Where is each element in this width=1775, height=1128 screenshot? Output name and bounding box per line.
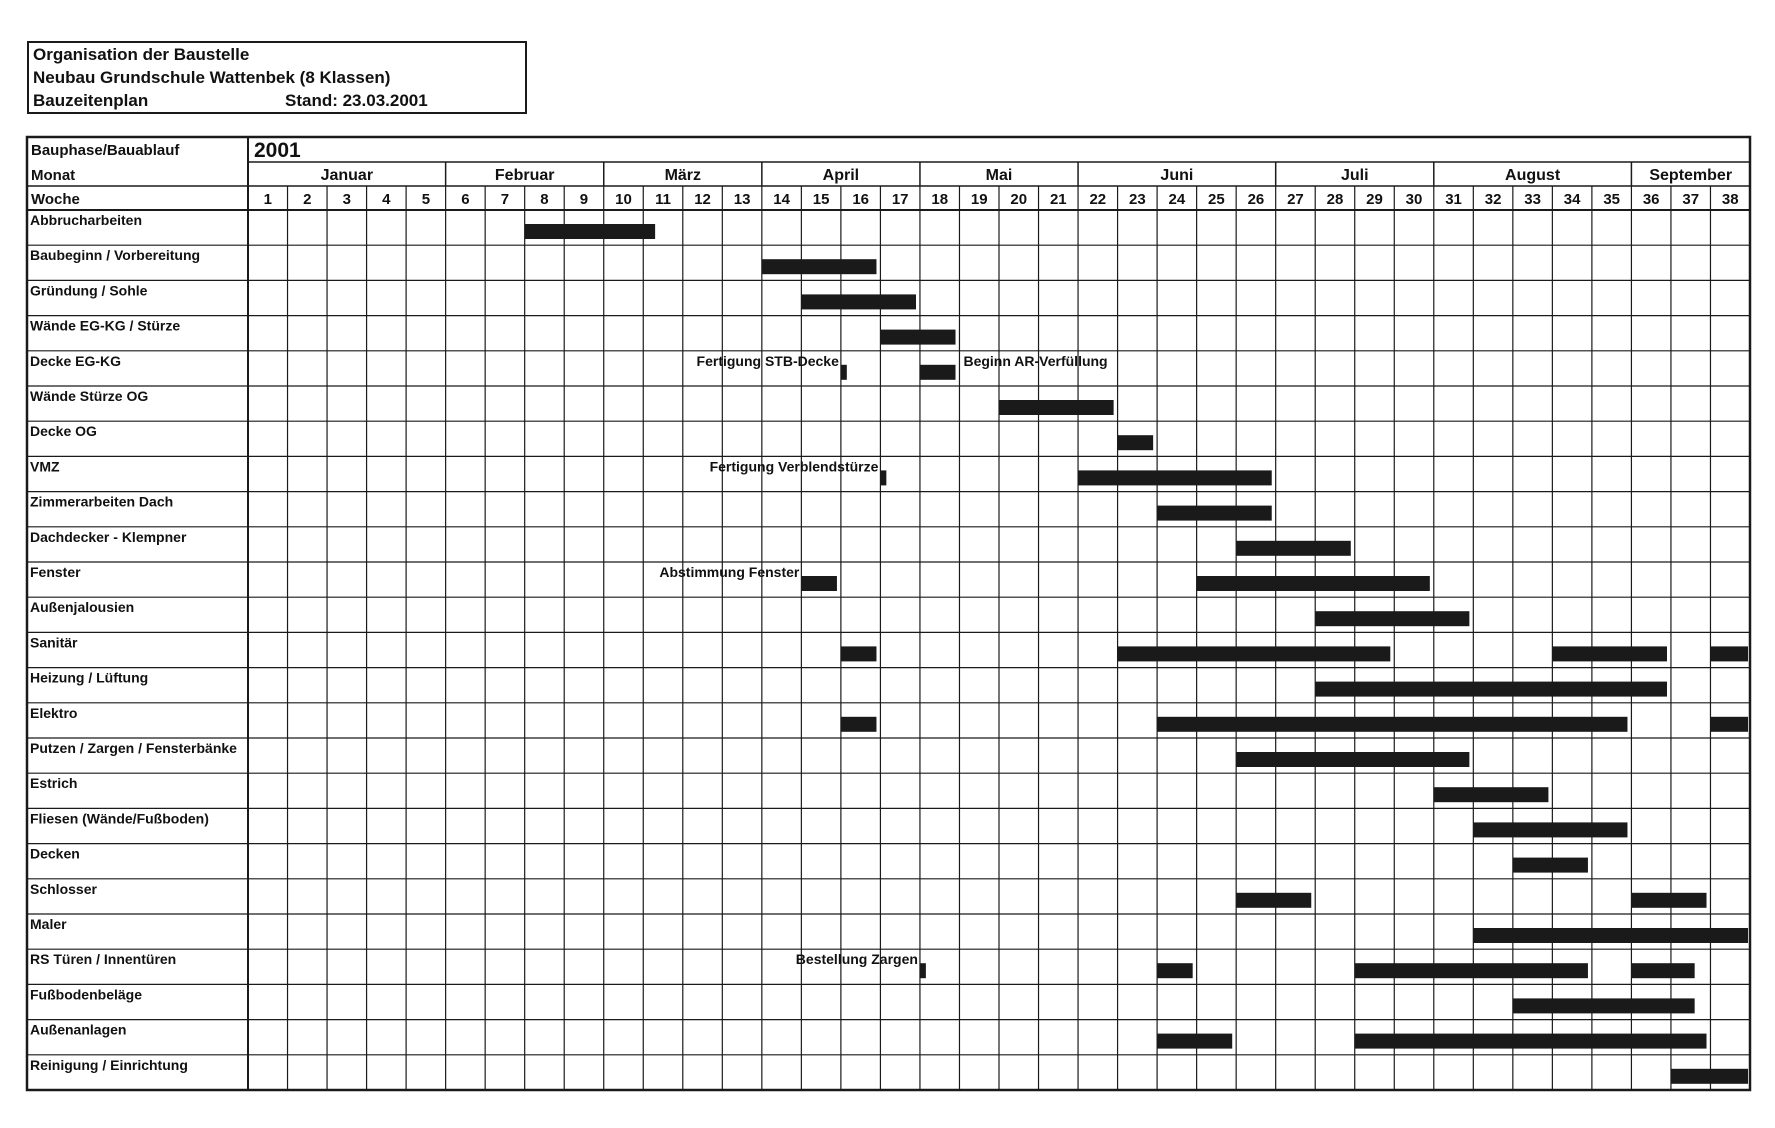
- month-label: Mai: [985, 167, 1013, 184]
- week-number: 32: [1484, 191, 1502, 208]
- week-number: 2: [303, 191, 312, 208]
- task-label: Wände Stürze OG: [30, 388, 149, 404]
- gantt-bar: [1157, 1034, 1232, 1049]
- week-number: 28: [1326, 191, 1344, 208]
- month-label: Juni: [1160, 167, 1194, 184]
- week-number: 13: [733, 191, 751, 208]
- week-number: 25: [1208, 191, 1225, 208]
- task-label: Maler: [30, 916, 67, 932]
- header-title: Organisation der Baustelle: [33, 45, 250, 64]
- task-label: Dachdecker - Klempner: [30, 528, 187, 545]
- week-number: 29: [1366, 191, 1383, 208]
- week-number: 31: [1445, 191, 1462, 208]
- gantt-bar: [880, 330, 955, 345]
- gantt-bar: [1118, 646, 1391, 661]
- gantt-bar: [1355, 963, 1588, 978]
- week-number: 3: [342, 191, 351, 208]
- week-number: 24: [1168, 191, 1186, 208]
- gantt-bar: [880, 470, 886, 485]
- task-label: Estrich: [30, 775, 78, 792]
- week-number: 23: [1128, 191, 1146, 208]
- gantt-bar: [1631, 963, 1694, 978]
- task-label: Elektro: [30, 704, 78, 721]
- gantt-bar: [1236, 541, 1351, 556]
- gantt-bar: [1355, 1034, 1707, 1049]
- week-number: 35: [1603, 191, 1621, 208]
- gantt-bar: [762, 259, 877, 274]
- week-number: 14: [773, 191, 790, 208]
- task-label: Fußbodenbeläge: [30, 986, 142, 1003]
- task-label: Reinigung / Einrichtung: [30, 1056, 188, 1073]
- week-number: 21: [1049, 191, 1067, 208]
- week-number: 26: [1247, 191, 1265, 208]
- gantt-bar: [1315, 611, 1469, 626]
- month-label: September: [1649, 167, 1733, 184]
- task-label: VMZ: [30, 458, 60, 475]
- gantt-bar: [1315, 682, 1667, 697]
- week-number: 19: [970, 191, 988, 208]
- week-number: 12: [694, 191, 711, 208]
- month-label: März: [664, 167, 702, 184]
- task-label: Decke EG-KG: [30, 352, 122, 369]
- gantt-bar: [801, 294, 916, 309]
- task-label: Gründung / Sohle: [30, 282, 148, 299]
- task-label: Decken: [30, 845, 80, 862]
- gantt-bar: [1473, 822, 1627, 837]
- gantt-bar: [1513, 858, 1588, 873]
- gantt-bar: [920, 963, 926, 978]
- task-note: Beginn AR-Verfüllung: [963, 352, 1108, 369]
- month-label: Januar: [320, 167, 374, 184]
- gantt-bar: [525, 224, 655, 239]
- gantt-bar: [1236, 893, 1311, 908]
- week-number: 22: [1089, 191, 1107, 208]
- task-label: Decke OG: [30, 423, 97, 440]
- gantt-bar: [801, 576, 837, 591]
- gantt-bar: [841, 717, 877, 732]
- task-note: Fertigung STB-Decke: [696, 352, 839, 369]
- week-number: 17: [891, 191, 909, 208]
- week-number: 16: [852, 191, 870, 208]
- task-label: Sanitär: [30, 634, 78, 651]
- gantt-bar: [1157, 717, 1627, 732]
- week-number: 6: [461, 191, 470, 208]
- project-name: Neubau Grundschule Wattenbek (8 Klassen): [33, 68, 391, 87]
- week-number: 37: [1682, 191, 1700, 208]
- week-number: 1: [263, 191, 272, 208]
- gantt-bar: [920, 365, 956, 380]
- week-number: 27: [1287, 191, 1304, 208]
- task-label: Abbrucharbeiten: [30, 212, 143, 228]
- month-label: Februar: [494, 167, 555, 184]
- month-label: April: [822, 167, 860, 184]
- task-label: Heizung / Lüftung: [30, 669, 149, 686]
- week-number: 20: [1010, 191, 1028, 208]
- gantt-bar: [1157, 506, 1272, 521]
- week-number: 9: [579, 191, 589, 208]
- stand-date: Stand: 23.03.2001: [285, 91, 428, 110]
- task-label: Putzen / Zargen / Fensterbänke: [30, 740, 237, 756]
- task-label: Außenjalousien: [30, 599, 135, 616]
- gantt-bar: [1513, 998, 1695, 1013]
- gantt-bar: [1157, 963, 1193, 978]
- task-label: Fenster: [30, 564, 81, 580]
- week-number: 10: [615, 191, 632, 208]
- gantt-bar: [1631, 893, 1706, 908]
- month-label: Juli: [1340, 167, 1369, 184]
- week-number: 18: [931, 191, 949, 208]
- year-label: 2001: [254, 139, 301, 162]
- gantt-bar: [1473, 928, 1748, 943]
- gantt-bar: [841, 365, 847, 380]
- week-number: 15: [812, 191, 830, 208]
- phase-header-label: Bauphase/Bauablauf: [31, 142, 180, 159]
- task-label: RS Türen / Innentüren: [30, 951, 177, 968]
- week-header-label: Woche: [31, 191, 80, 208]
- gantt-bar: [1434, 787, 1549, 802]
- task-note: Abstimmung Fenster: [659, 564, 800, 580]
- task-label: Fliesen (Wände/Fußboden): [30, 810, 209, 827]
- gantt-bar: [1710, 717, 1748, 732]
- week-number: 11: [655, 191, 671, 208]
- task-label: Zimmerarbeiten Dach: [30, 493, 174, 510]
- task-label: Baubeginn / Vorbereitung: [30, 247, 201, 264]
- week-number: 7: [500, 191, 510, 208]
- month-header-label: Monat: [31, 167, 76, 184]
- week-number: 38: [1721, 191, 1739, 208]
- week-number: 4: [382, 191, 391, 208]
- week-number: 34: [1563, 191, 1581, 208]
- week-number: 33: [1524, 191, 1541, 208]
- task-label: Außenanlagen: [30, 1021, 127, 1038]
- task-note: Bestellung Zargen: [795, 951, 918, 968]
- gantt-bar: [1236, 752, 1469, 767]
- week-number: 5: [421, 191, 431, 208]
- task-note: Fertigung Verblendstürze: [709, 458, 879, 475]
- gantt-bar: [841, 646, 877, 661]
- gantt-bar: [1710, 646, 1748, 661]
- gantt-bar: [1118, 435, 1154, 450]
- week-number: 30: [1405, 191, 1423, 208]
- gantt-bar: [1197, 576, 1430, 591]
- gantt-bar: [999, 400, 1114, 415]
- month-label: August: [1505, 167, 1561, 184]
- gantt-bar: [1078, 470, 1272, 485]
- gantt-bar: [1671, 1069, 1748, 1084]
- week-number: 8: [540, 191, 549, 208]
- week-number: 36: [1642, 191, 1660, 208]
- gantt-bar: [1552, 646, 1667, 661]
- task-label: Wände EG-KG / Stürze: [30, 317, 181, 334]
- task-label: Schlosser: [30, 880, 97, 897]
- plan-name: Bauzeitenplan: [33, 91, 149, 110]
